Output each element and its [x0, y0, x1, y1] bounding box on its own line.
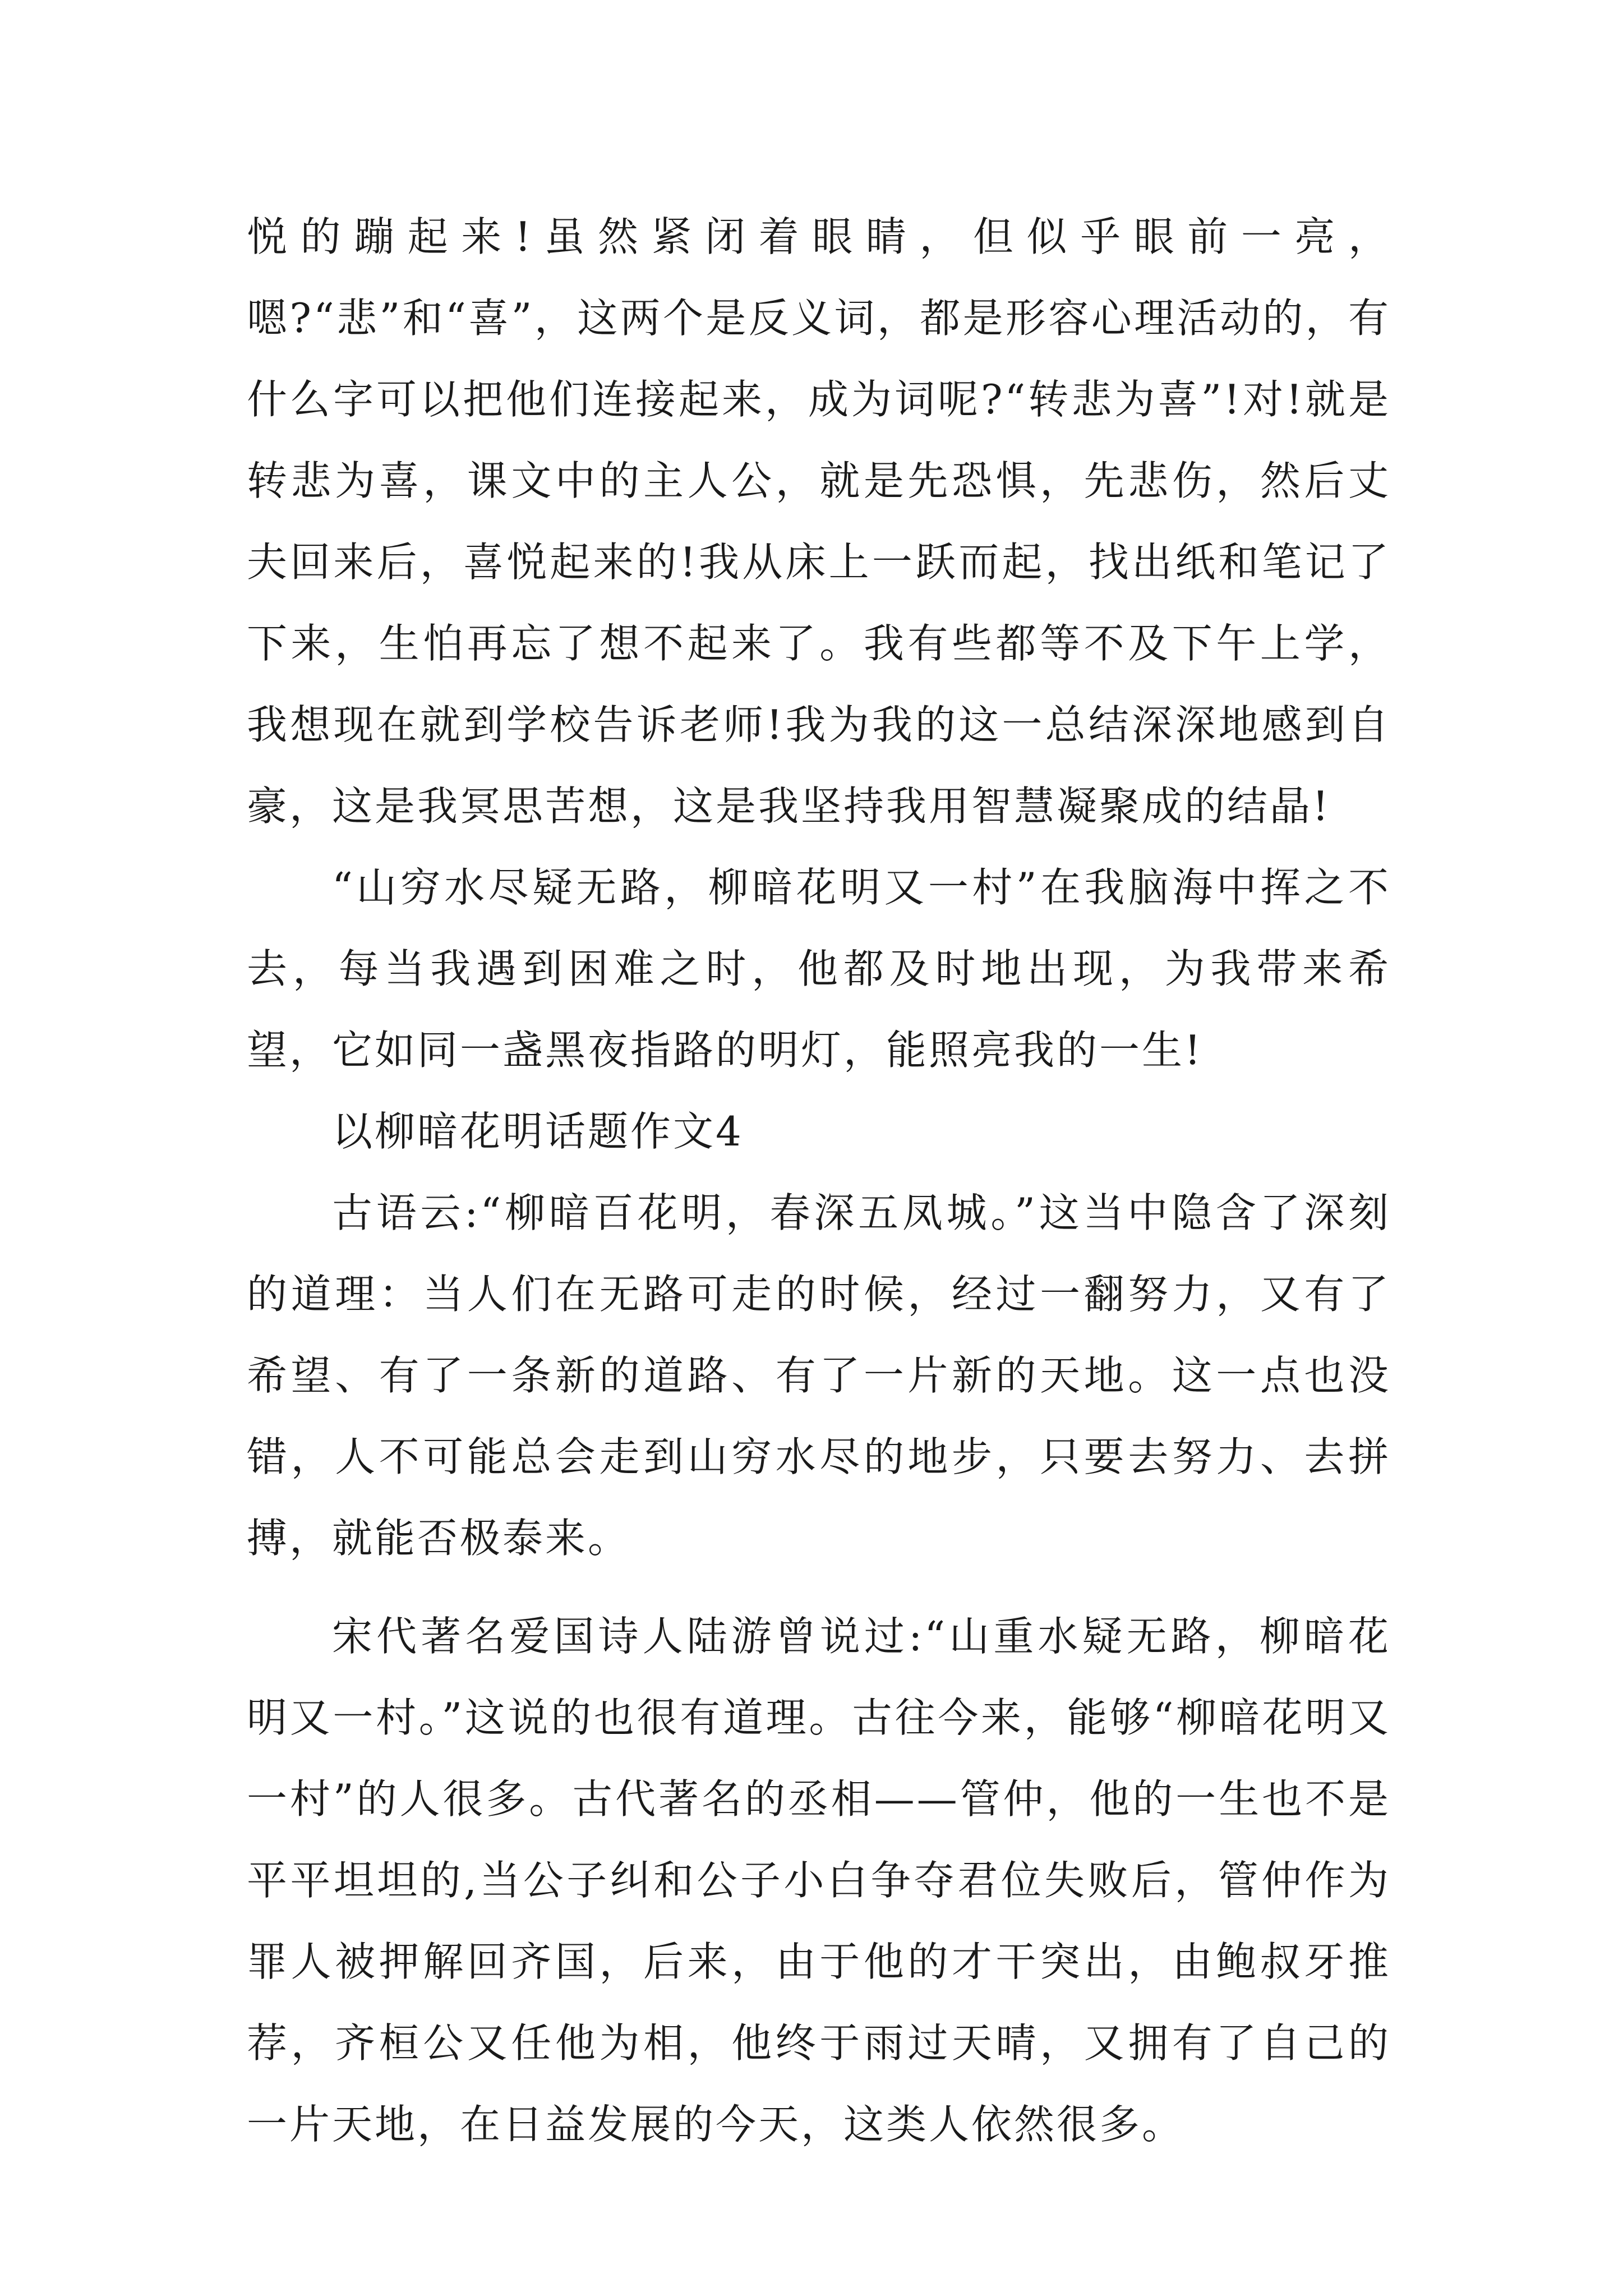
paragraph-poem-reflection: “山穷水尽疑无路，柳暗花明又一村”在我脑海中挥之不去，每当我遇到困难之时，他都及时地出现，为我带来希望，它如同一盏黑夜指路的明灯，能照亮我的一生! [247, 864, 1391, 1074]
essay-heading: 以柳暗花明话题作文4 [332, 1108, 744, 1155]
paragraph-continuation: 悦的蹦起来!虽然紧闭着眼睛，但似乎眼前一亮，嗯?“悲”和“喜”，这两个是反义词，都是形容心理活动的，有什么字可以把他们连接起来，成为词呢?“转悲为喜”!对!就是转悲为喜，课文中的主人公，就是先恐惧，先悲伤，然后丈夫回来后，喜悦起来的!我从床上一跃而起，找出纸和笔记了下来，生怕再忘了想不起来了。我有些都等不及下午上学，我想现在就到学校告诉老师!我为我的这一总结深深地感到自豪，这是我冥思苦想，这是我坚持我用智慧凝聚成的结晶! [247, 213, 1391, 830]
paragraph-ancient-saying: 古语云:“柳暗百花明，春深五凤城。”这当中隐含了深刻的道理：当人们在无路可走的时候，经过一翻努力，又有了希望、有了一条新的道路、有了一片新的天地。这一点也没错，人不可能总会走到山穷水尽的地步，只要去努力、去拼搏，就能否极泰来。 [247, 1189, 1391, 1562]
paragraph-lu-you: 宋代著名爱国诗人陆游曾说过:“山重水疑无路，柳暗花明又一村。”这说的也很有道理。古往今来，能够“柳暗花明又一村”的人很多。古代著名的丞相——管仲，他的一生也不是平平坦坦的,当公子纠和公子小白争夺君位失败后，管仲作为罪人被押解回齐国，后来，由于他的才干突出，由鲍叔牙推荐，齐桓公又任他为相，他终于雨过天晴，又拥有了自己的一片天地，在日益发展的今天，这类人依然很多。 [247, 1613, 1391, 2148]
essay-body [247, 196, 1391, 2165]
